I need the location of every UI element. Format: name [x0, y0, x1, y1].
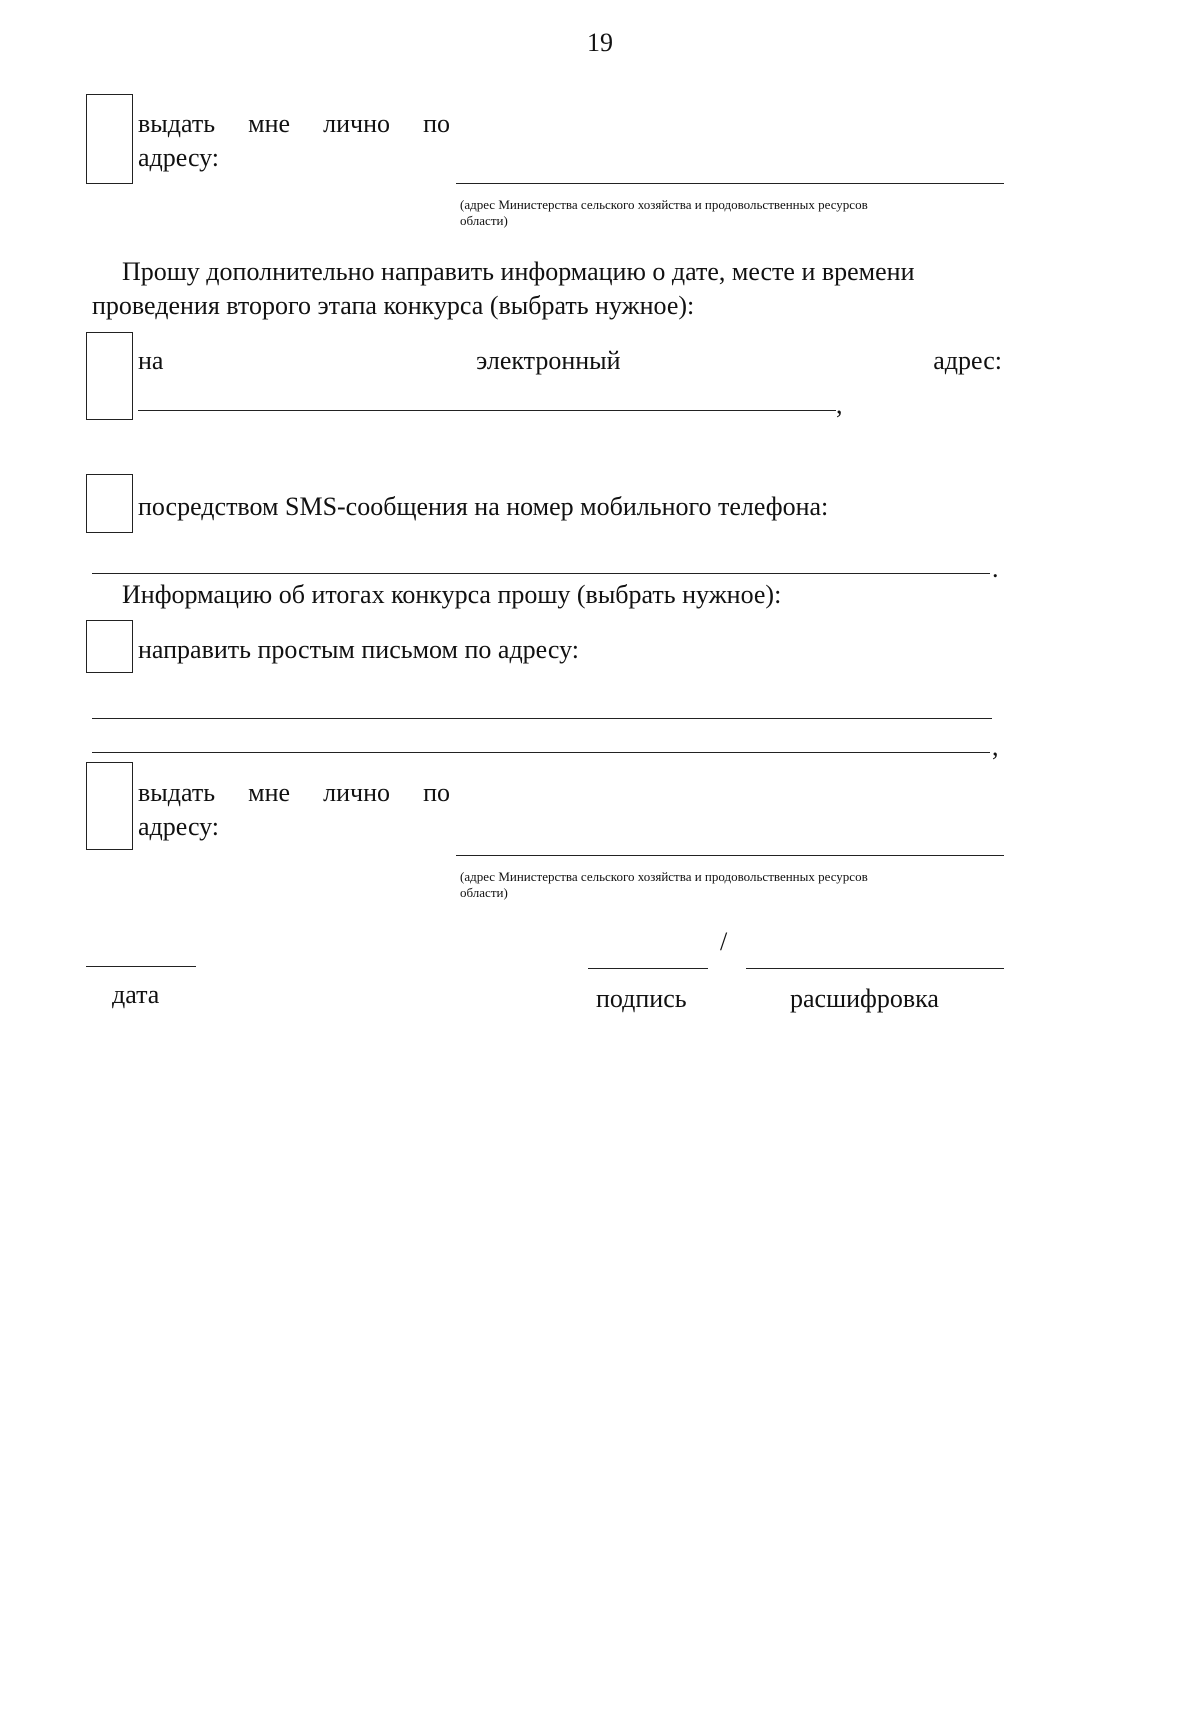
mail-trailing-comma: ,: [992, 732, 999, 761]
address-note-line: области): [460, 885, 508, 900]
address-note-line: (адрес Министерства сельского хозяйства и продовольственных ресурсов: [460, 197, 868, 212]
signature-fill-line[interactable]: [588, 968, 708, 969]
email-fill-line[interactable]: [138, 410, 836, 411]
checkbox-email[interactable]: [86, 332, 133, 420]
date-label: дата: [112, 980, 160, 1009]
mail-option-label: направить простым письмом по адресу:: [138, 635, 579, 664]
personal-pickup-label-line2-1: адресу:: [138, 143, 220, 172]
word: выдать: [138, 109, 216, 138]
word: по: [423, 109, 450, 138]
checkbox-personal-pickup-2[interactable]: [86, 762, 133, 850]
signature-label: подпись: [596, 984, 687, 1013]
personal-pickup-label-line2-2: адресу:: [138, 812, 220, 841]
address-note-2: [460, 869, 868, 901]
word: выдать: [138, 778, 216, 807]
phone-fill-line[interactable]: [92, 573, 990, 574]
word: адрес:: [933, 346, 1002, 375]
email-trailing-comma: ,: [836, 390, 843, 419]
address-fill-line-2[interactable]: [456, 855, 1004, 856]
transcript-fill-line[interactable]: [746, 968, 1004, 969]
address-note-line: области): [460, 213, 508, 228]
date-fill-line[interactable]: [86, 966, 196, 967]
email-option-label: [138, 344, 1002, 378]
sms-option-label: посредством SMS-сообщения на номер мобильного телефона:: [138, 492, 829, 521]
word: мне: [248, 109, 291, 138]
mail-address-line-2[interactable]: [92, 752, 990, 753]
word: лично: [323, 109, 390, 138]
word: лично: [323, 778, 390, 807]
mail-address-line-1[interactable]: [92, 718, 992, 719]
transcript-label: расшифровка: [790, 984, 939, 1013]
word: мне: [248, 778, 291, 807]
personal-pickup-label-1: [138, 107, 450, 141]
checkbox-sms[interactable]: [86, 474, 133, 533]
word: по: [423, 778, 450, 807]
results-intro: Информацию об итогах конкурса прошу (выбрать нужное):: [122, 580, 782, 609]
word: на: [138, 346, 164, 375]
signature-slash: /: [720, 927, 728, 956]
word: электронный: [476, 346, 621, 375]
page-number: 19: [587, 28, 613, 57]
info-request-intro-line1: Прошу дополнительно направить информацию о дате, месте и времени: [122, 257, 915, 286]
checkbox-mail[interactable]: [86, 620, 133, 673]
checkbox-personal-pickup-1[interactable]: [86, 94, 133, 184]
address-note-1: [460, 197, 868, 229]
info-request-intro-line2: проведения второго этапа конкурса (выбрать нужное):: [92, 291, 695, 320]
address-fill-line-1[interactable]: [456, 183, 1004, 184]
address-note-line: (адрес Министерства сельского хозяйства и продовольственных ресурсов: [460, 869, 868, 884]
personal-pickup-label-2: [138, 776, 450, 810]
phone-trailing-period: .: [992, 554, 999, 583]
